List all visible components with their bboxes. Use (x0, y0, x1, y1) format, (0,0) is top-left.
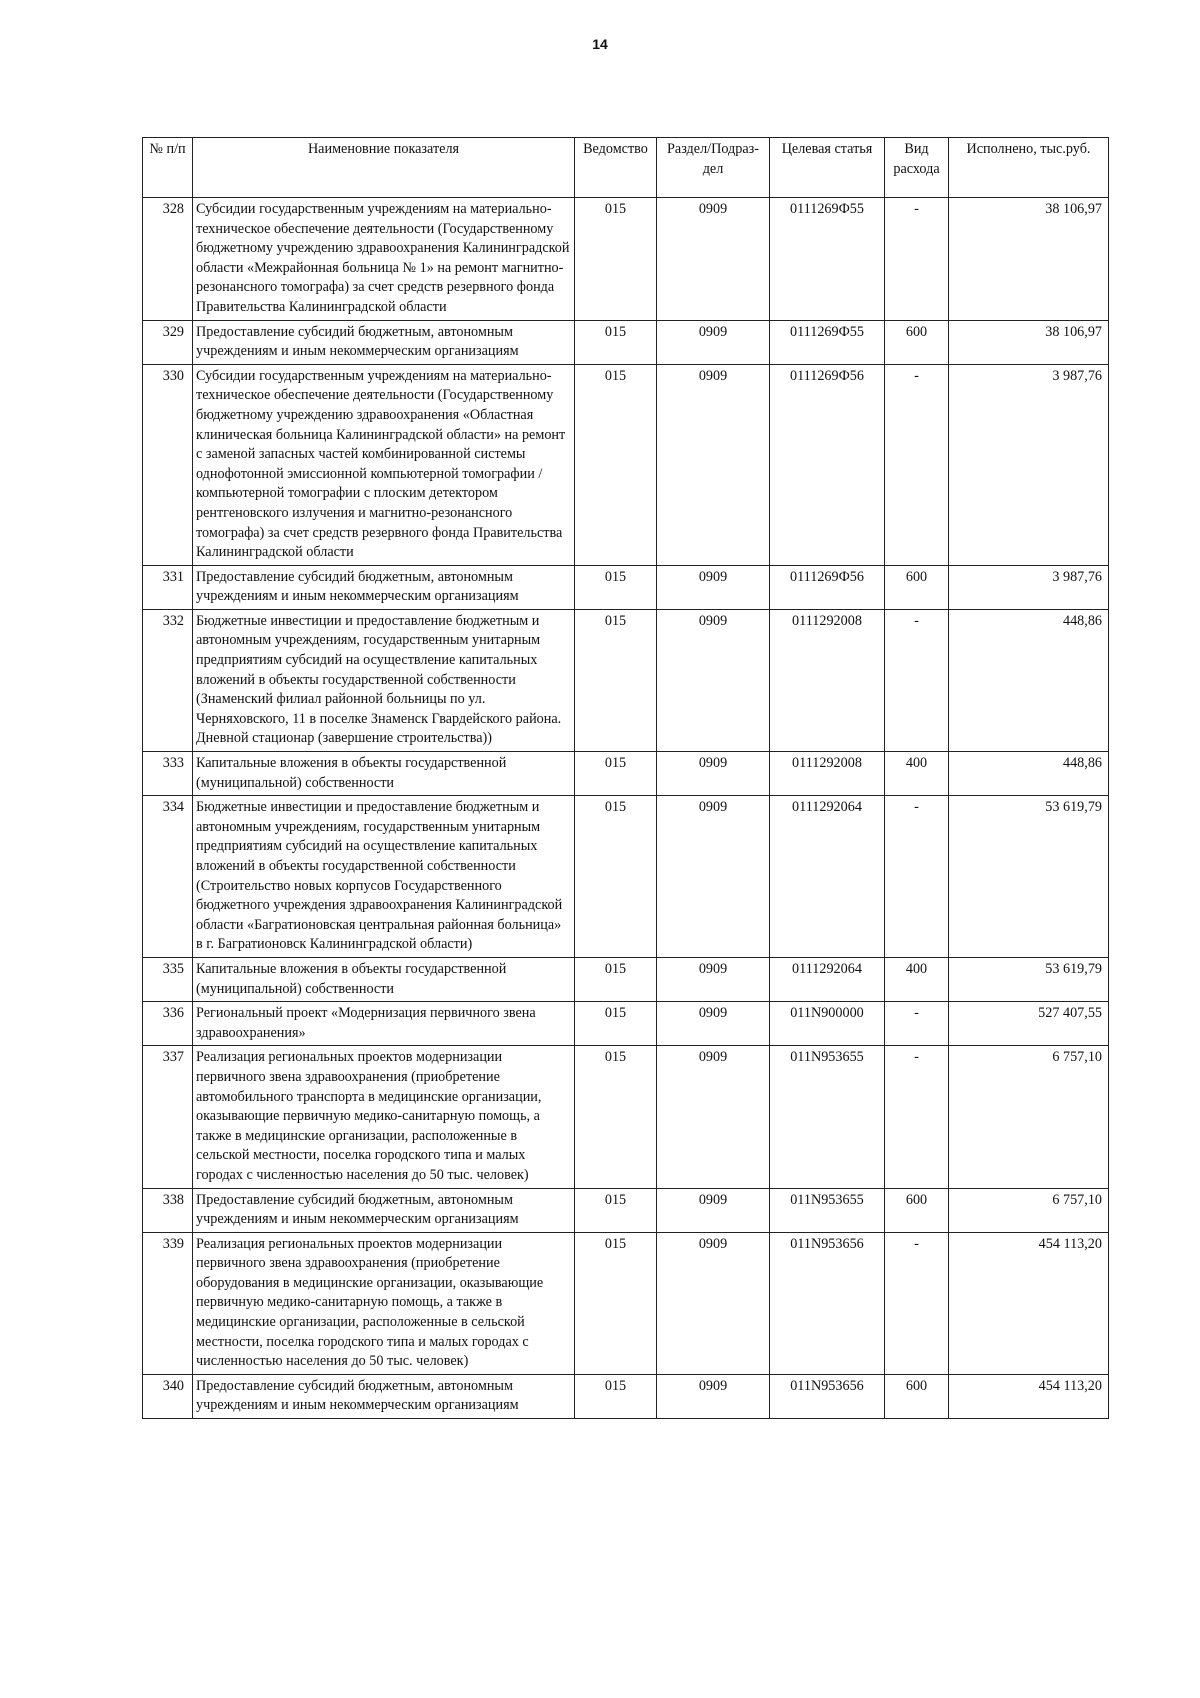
cell-amount: 53 619,79 (949, 796, 1109, 958)
cell-type: - (885, 1046, 949, 1188)
cell-dept: 015 (575, 1232, 657, 1374)
cell-name: Субсидии государственным учреждениям на материально-техническое обеспечение деятельности (Государственному бюджетному учреждению здравоохранения Калининградской области «Межрайонная больница № 1» на ремонт магнитно-резонансного томографа) за счет средств резервного фонда Правительства Калининградской области (193, 198, 575, 321)
cell-name: Бюджетные инвестиции и предоставление бюджетным и автономным учреждениям, государственным унитарным предприятиям субсидий на осуществление капитальных вложений в объекты государственной собственности (Строительство новых корпусов Государственного бюджетного учреждения здравоохранения Калининградской области «Багратионовская центральная районная больница» в г. Багратионовск Калининградской области) (193, 796, 575, 958)
cell-type: 600 (885, 1188, 949, 1232)
table-row (143, 1002, 1109, 1046)
cell-section: 0909 (657, 1002, 770, 1046)
cell-dept: 015 (575, 796, 657, 958)
cell-target: 0111269Ф55 (770, 198, 885, 321)
cell-section: 0909 (657, 609, 770, 751)
cell-name: Бюджетные инвестиции и предоставление бюджетным и автономным учреждениям, государственным унитарным предприятиям субсидий на осуществление капитальных вложений в объекты государственной собственности (Знаменский филиал районной больницы по ул. Черняховского, 11 в поселке Знаменск Гвардейского района. Дневной стационар (завершение строительства)) (193, 609, 575, 751)
table-row (143, 796, 1109, 958)
cell-section: 0909 (657, 1046, 770, 1188)
cell-section: 0909 (657, 364, 770, 565)
table-row (143, 752, 1109, 796)
cell-dept: 015 (575, 609, 657, 751)
table-row (143, 364, 1109, 565)
cell-dept: 015 (575, 320, 657, 364)
cell-name: Субсидии государственным учреждениям на материально-техническое обеспечение деятельности (Государственному бюджетному учреждению здравоохранения «Областная клиническая больница Калининградской области» на ремонт с заменой запасных частей комбинированной системы однофотонной эмиссионной компьютерной томографии / компьютерной томографии с плоским детектором рентгеновского излучения и магнитно-резонансного томографа) за счет средств резервного фонда Правительства Калининградской области (193, 364, 575, 565)
cell-type: - (885, 364, 949, 565)
cell-amount: 38 106,97 (949, 320, 1109, 364)
cell-type: - (885, 1232, 949, 1374)
cell-section: 0909 (657, 957, 770, 1001)
cell-num: 329 (143, 320, 193, 364)
cell-num: 335 (143, 957, 193, 1001)
table-header-row (143, 138, 1109, 198)
cell-num: 340 (143, 1374, 193, 1418)
cell-name: Реализация региональных проектов модернизации первичного звена здравоохранения (приобретение оборудования в медицинские организации, оказывающие первичную медико-санитарную помощь, а также в медицинские организации, расположенные в сельской местности, поселка городского типа и малых городах с численностью населения до 50 тыс. человек) (193, 1232, 575, 1374)
cell-amount: 454 113,20 (949, 1374, 1109, 1418)
table-row (143, 198, 1109, 321)
cell-section: 0909 (657, 1232, 770, 1374)
cell-name: Предоставление субсидий бюджетным, автономным учреждениям и иным некоммерческим организациям (193, 320, 575, 364)
cell-num: 330 (143, 364, 193, 565)
cell-section: 0909 (657, 198, 770, 321)
cell-name: Капитальные вложения в объекты государственной (муниципальной) собственности (193, 957, 575, 1001)
cell-dept: 015 (575, 957, 657, 1001)
cell-name: Региональный проект «Модернизация первичного звена здравоохранения» (193, 1002, 575, 1046)
cell-target: 011N953656 (770, 1374, 885, 1418)
table-row (143, 565, 1109, 609)
cell-type: - (885, 796, 949, 958)
cell-name: Капитальные вложения в объекты государственной (муниципальной) собственности (193, 752, 575, 796)
cell-name: Предоставление субсидий бюджетным, автономным учреждениям и иным некоммерческим организациям (193, 1188, 575, 1232)
cell-target: 011N953655 (770, 1188, 885, 1232)
cell-target: 011N953655 (770, 1046, 885, 1188)
cell-type: 600 (885, 565, 949, 609)
header-target: Целевая статья (770, 138, 885, 198)
cell-target: 011N900000 (770, 1002, 885, 1046)
cell-num: 337 (143, 1046, 193, 1188)
cell-num: 339 (143, 1232, 193, 1374)
cell-amount: 448,86 (949, 609, 1109, 751)
cell-num: 338 (143, 1188, 193, 1232)
cell-type: 400 (885, 752, 949, 796)
cell-section: 0909 (657, 1374, 770, 1418)
cell-section: 0909 (657, 565, 770, 609)
table-row (143, 1046, 1109, 1188)
header-dept: Ведомство (575, 138, 657, 198)
cell-dept: 015 (575, 1188, 657, 1232)
cell-name: Реализация региональных проектов модернизации первичного звена здравоохранения (приобретение автомобильного транспорта в медицинские организации, оказывающие первичную медико-санитарную помощь, а также в медицинские организации, расположенные в сельской местности, поселка городского типа и малых городах с численностью населения до 50 тыс. человек) (193, 1046, 575, 1188)
header-amount: Исполнено, тыс.руб. (949, 138, 1109, 198)
cell-target: 0111269Ф56 (770, 364, 885, 565)
cell-dept: 015 (575, 198, 657, 321)
cell-num: 333 (143, 752, 193, 796)
header-name: Наименовние показателя (193, 138, 575, 198)
table-row (143, 1232, 1109, 1374)
cell-dept: 015 (575, 565, 657, 609)
cell-amount: 448,86 (949, 752, 1109, 796)
cell-type: - (885, 198, 949, 321)
table-row (143, 1374, 1109, 1418)
cell-dept: 015 (575, 1002, 657, 1046)
cell-dept: 015 (575, 752, 657, 796)
cell-section: 0909 (657, 320, 770, 364)
budget-table (142, 137, 1109, 1419)
cell-num: 331 (143, 565, 193, 609)
page-number: 14 (592, 36, 608, 52)
cell-type: - (885, 1002, 949, 1046)
cell-dept: 015 (575, 1374, 657, 1418)
header-type: Вид расхода (885, 138, 949, 198)
cell-dept: 015 (575, 364, 657, 565)
cell-amount: 6 757,10 (949, 1046, 1109, 1188)
cell-target: 0111292064 (770, 957, 885, 1001)
cell-num: 334 (143, 796, 193, 958)
cell-target: 0111292064 (770, 796, 885, 958)
cell-type: - (885, 609, 949, 751)
cell-num: 328 (143, 198, 193, 321)
cell-name: Предоставление субсидий бюджетным, автономным учреждениям и иным некоммерческим организациям (193, 565, 575, 609)
cell-type: 600 (885, 1374, 949, 1418)
cell-name: Предоставление субсидий бюджетным, автономным учреждениям и иным некоммерческим организациям (193, 1374, 575, 1418)
cell-target: 0111292008 (770, 609, 885, 751)
cell-amount: 3 987,76 (949, 565, 1109, 609)
cell-target: 011N953656 (770, 1232, 885, 1374)
cell-amount: 454 113,20 (949, 1232, 1109, 1374)
table-row (143, 320, 1109, 364)
cell-amount: 6 757,10 (949, 1188, 1109, 1232)
table-row (143, 957, 1109, 1001)
cell-amount: 53 619,79 (949, 957, 1109, 1001)
table-body (143, 198, 1109, 1419)
cell-section: 0909 (657, 796, 770, 958)
cell-target: 0111269Ф56 (770, 565, 885, 609)
cell-type: 400 (885, 957, 949, 1001)
cell-amount: 3 987,76 (949, 364, 1109, 565)
header-num: № п/п (143, 138, 193, 198)
cell-num: 332 (143, 609, 193, 751)
cell-section: 0909 (657, 752, 770, 796)
cell-amount: 527 407,55 (949, 1002, 1109, 1046)
cell-num: 336 (143, 1002, 193, 1046)
cell-type: 600 (885, 320, 949, 364)
cell-target: 0111269Ф55 (770, 320, 885, 364)
cell-dept: 015 (575, 1046, 657, 1188)
header-section: Раздел/Подраз-дел (657, 138, 770, 198)
cell-section: 0909 (657, 1188, 770, 1232)
table-row (143, 1188, 1109, 1232)
cell-amount: 38 106,97 (949, 198, 1109, 321)
cell-target: 0111292008 (770, 752, 885, 796)
table-row (143, 609, 1109, 751)
